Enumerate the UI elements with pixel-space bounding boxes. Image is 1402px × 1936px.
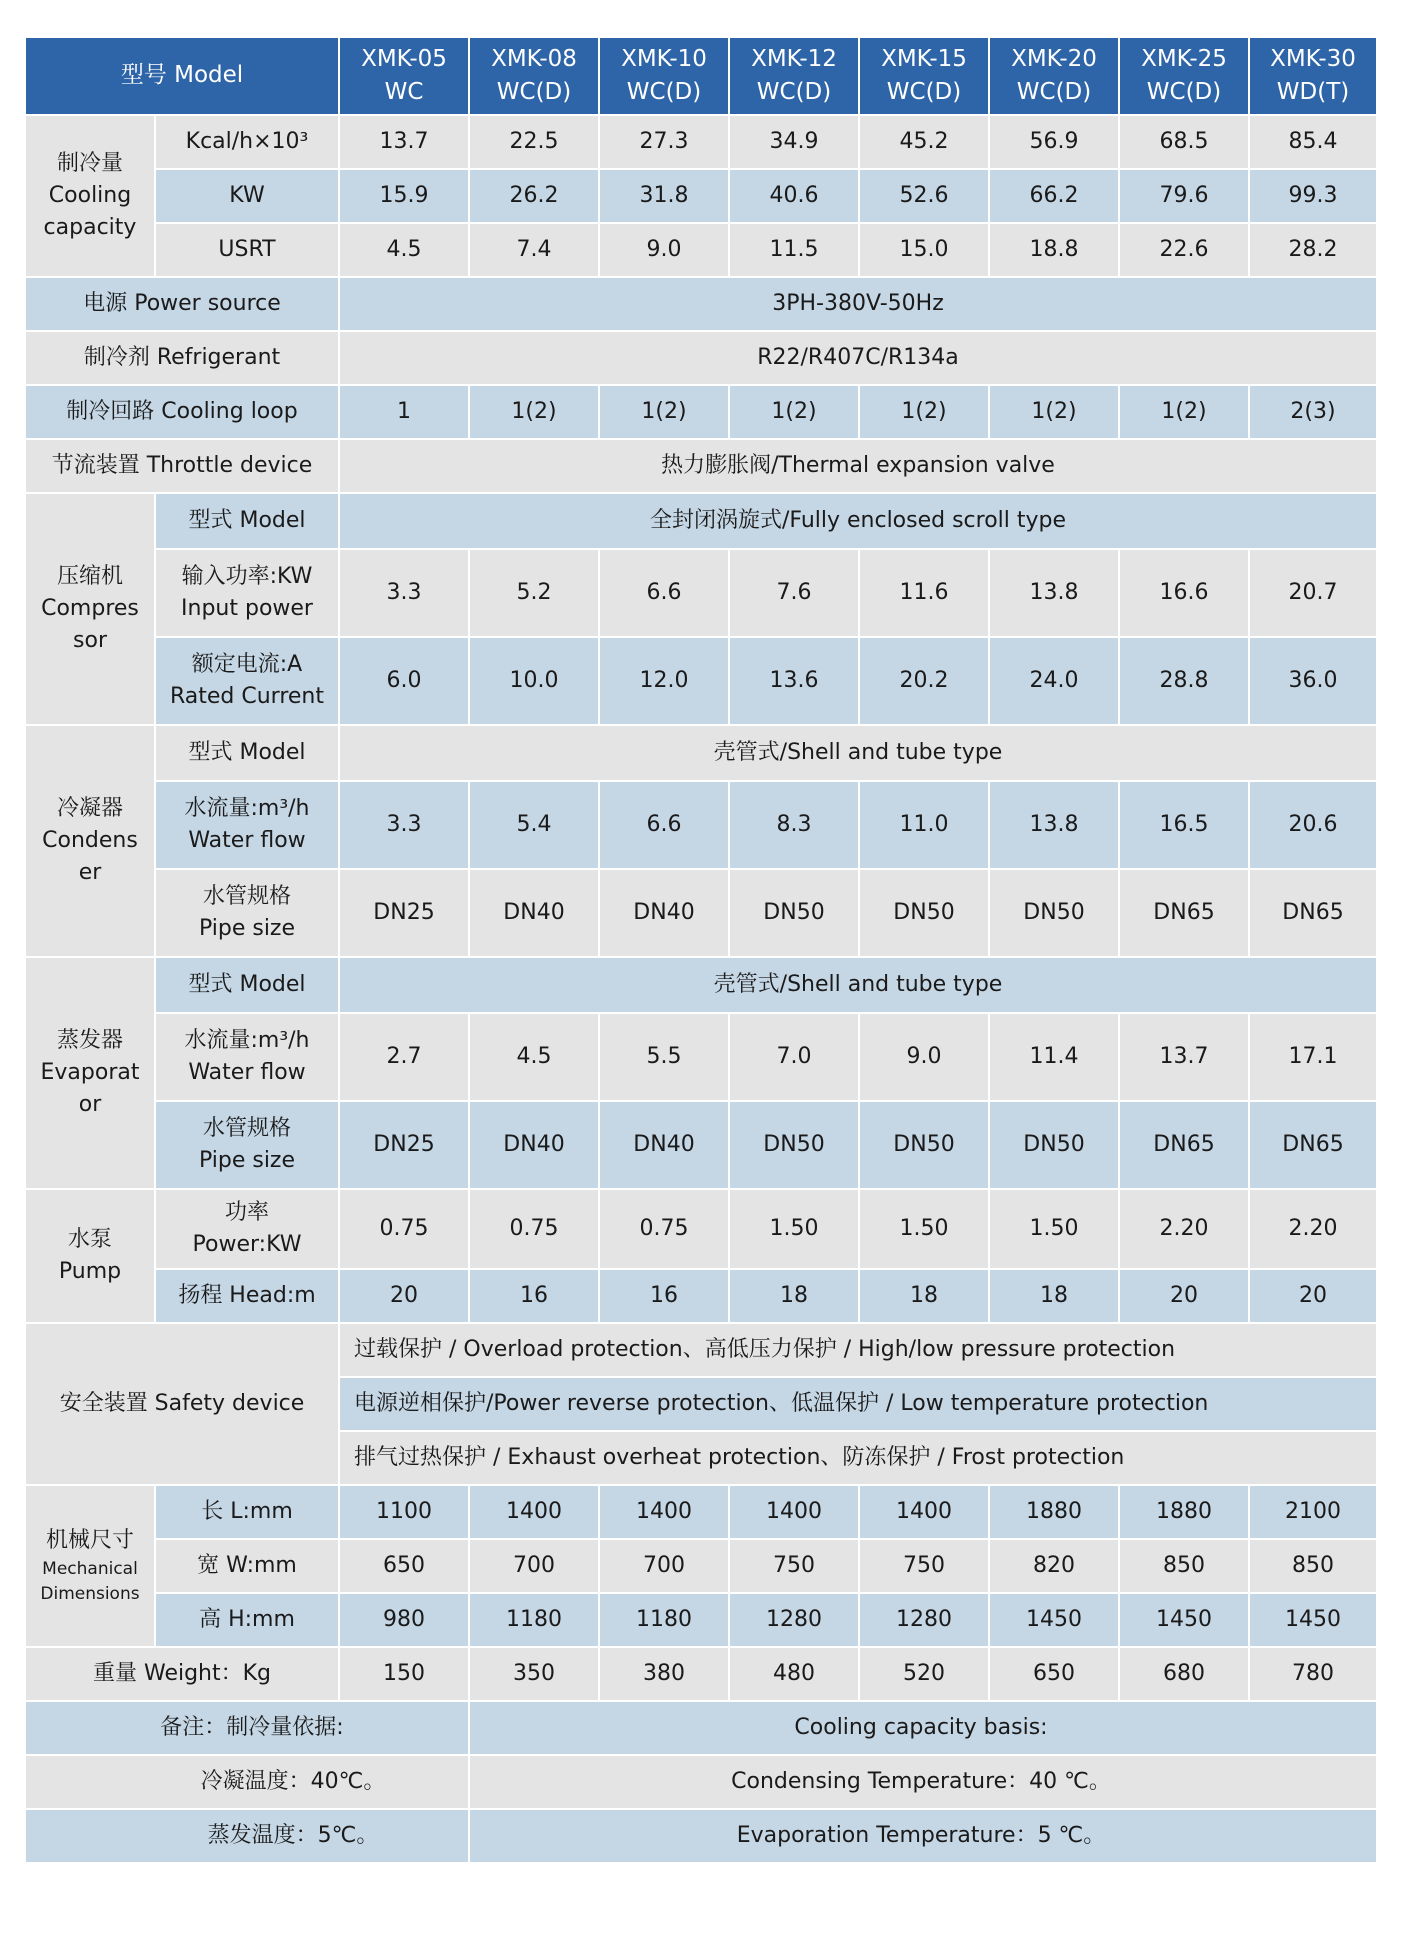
table-cell: 15.9	[339, 169, 469, 223]
table-cell: DN50	[729, 1101, 859, 1189]
table-cell: Kcal/h×10³	[155, 115, 339, 169]
table-cell: 6.0	[339, 637, 469, 725]
table-cell: DN25	[339, 869, 469, 957]
table-cell: 66.2	[989, 169, 1119, 223]
table-cell: 18.8	[989, 223, 1119, 277]
table-cell: 排气过热保护 / Exhaust overheat protection、防冻保护 / Frost protection	[339, 1431, 1377, 1485]
table-cell: 1880	[1119, 1485, 1249, 1539]
table-cell: 12.0	[599, 637, 729, 725]
table-cell: 1450	[1119, 1593, 1249, 1647]
table-cell: 冷凝温度：40℃。	[25, 1755, 469, 1809]
table-cell: DN40	[469, 1101, 599, 1189]
table-cell: 1180	[469, 1593, 599, 1647]
table-cell: 7.4	[469, 223, 599, 277]
table-cell: 壳管式/Shell and tube type	[339, 725, 1377, 781]
dimension-row-height	[25, 1593, 1377, 1647]
table-cell: 输入功率:KW Input power	[155, 549, 339, 637]
table-cell: 6.6	[599, 549, 729, 637]
table-cell: Cooling capacity basis:	[469, 1701, 1377, 1755]
table-cell: DN50	[989, 1101, 1119, 1189]
table-cell: DN65	[1119, 869, 1249, 957]
pump-power-row	[25, 1189, 1377, 1269]
model-col: XMK-08 WC(D)	[469, 37, 599, 115]
table-cell: 水管规格 Pipe size	[155, 869, 339, 957]
compressor-current-row	[25, 637, 1377, 725]
table-cell: 水管规格 Pipe size	[155, 1101, 339, 1189]
table-cell: R22/R407C/R134a	[339, 331, 1377, 385]
table-cell: 13.8	[989, 781, 1119, 869]
table-cell: 1.50	[729, 1189, 859, 1269]
table-cell: 31.8	[599, 169, 729, 223]
table-cell: 0.75	[339, 1189, 469, 1269]
table-cell: 1880	[989, 1485, 1119, 1539]
table-cell: 20	[1119, 1269, 1249, 1323]
cooling-row-kcal	[25, 115, 1377, 169]
table-cell: DN40	[599, 1101, 729, 1189]
condenser-pipe-row	[25, 869, 1377, 957]
cooling-row-kw	[25, 169, 1377, 223]
table-cell: 85.4	[1249, 115, 1377, 169]
power-source-row	[25, 277, 1377, 331]
table-cell: 3.3	[339, 781, 469, 869]
table-cell: 980	[339, 1593, 469, 1647]
table-cell: 16.5	[1119, 781, 1249, 869]
table-cell: 16	[599, 1269, 729, 1323]
table-cell: 1.50	[989, 1189, 1119, 1269]
table-cell: Evaporation Temperature：5 ℃。	[469, 1809, 1377, 1863]
table-cell: 36.0	[1249, 637, 1377, 725]
table-cell: 18	[989, 1269, 1119, 1323]
header-row	[25, 37, 1377, 115]
table-cell: 1400	[469, 1485, 599, 1539]
table-cell: 750	[729, 1539, 859, 1593]
table-cell: 20.6	[1249, 781, 1377, 869]
pump-label: 水泵 Pump	[25, 1189, 155, 1323]
evaporator-pipe-row	[25, 1101, 1377, 1189]
table-cell: KW	[155, 169, 339, 223]
table-cell: 13.8	[989, 549, 1119, 637]
table-cell: 11.6	[859, 549, 989, 637]
condenser-label: 冷凝器 Condens er	[25, 725, 155, 957]
table-cell: 20.2	[859, 637, 989, 725]
refrigerant-row	[25, 331, 1377, 385]
table-cell: 52.6	[859, 169, 989, 223]
cooling-row-usrt	[25, 223, 1377, 277]
table-cell: 17.1	[1249, 1013, 1377, 1101]
table-cell: 2100	[1249, 1485, 1377, 1539]
table-cell: 1180	[599, 1593, 729, 1647]
notes-row-basis	[25, 1701, 1377, 1755]
table-cell: 28.8	[1119, 637, 1249, 725]
table-cell: 宽 W:mm	[155, 1539, 339, 1593]
table-cell: 型式 Model	[155, 725, 339, 781]
table-cell: DN50	[859, 1101, 989, 1189]
table-cell: 电源 Power source	[25, 277, 339, 331]
cooling-loop-row	[25, 385, 1377, 439]
model-header: 型号 Model	[25, 37, 339, 115]
table-cell: 制冷回路 Cooling loop	[25, 385, 339, 439]
dimension-row-width	[25, 1539, 1377, 1593]
table-cell: DN50	[989, 869, 1119, 957]
spec-table	[24, 36, 1378, 1864]
table-cell: DN65	[1249, 869, 1377, 957]
table-cell: 1(2)	[729, 385, 859, 439]
model-col: XMK-05 WC	[339, 37, 469, 115]
table-cell: 8.3	[729, 781, 859, 869]
table-cell: 22.6	[1119, 223, 1249, 277]
table-cell: DN50	[729, 869, 859, 957]
table-cell: 1450	[989, 1593, 1119, 1647]
table-cell: 16.6	[1119, 549, 1249, 637]
condenser-model-row	[25, 725, 1377, 781]
table-cell: 350	[469, 1647, 599, 1701]
table-cell: 2.20	[1249, 1189, 1377, 1269]
table-cell: 45.2	[859, 115, 989, 169]
table-cell: 20	[339, 1269, 469, 1323]
table-cell: 27.3	[599, 115, 729, 169]
table-cell: 1(2)	[469, 385, 599, 439]
table-cell: 520	[859, 1647, 989, 1701]
table-cell: 3PH-380V-50Hz	[339, 277, 1377, 331]
table-cell: 750	[859, 1539, 989, 1593]
table-cell: 水流量:m³/h Water flow	[155, 1013, 339, 1101]
table-cell: 1280	[859, 1593, 989, 1647]
table-cell: 650	[989, 1647, 1119, 1701]
dimension-row-length	[25, 1485, 1377, 1539]
table-cell: 13.7	[1119, 1013, 1249, 1101]
notes-row-condensing	[25, 1755, 1377, 1809]
table-cell: 1400	[729, 1485, 859, 1539]
weight-row	[25, 1647, 1377, 1701]
evaporator-flow-row	[25, 1013, 1377, 1101]
table-cell: 扬程 Head:m	[155, 1269, 339, 1323]
table-cell: 700	[469, 1539, 599, 1593]
table-cell: 850	[1119, 1539, 1249, 1593]
table-cell: 13.7	[339, 115, 469, 169]
compressor-model-row	[25, 493, 1377, 549]
table-cell: 型式 Model	[155, 493, 339, 549]
table-cell: 7.6	[729, 549, 859, 637]
table-cell: 2.7	[339, 1013, 469, 1101]
table-cell: 11.4	[989, 1013, 1119, 1101]
table-cell: 24.0	[989, 637, 1119, 725]
table-cell: 壳管式/Shell and tube type	[339, 957, 1377, 1013]
table-cell: 过载保护 / Overload protection、高低压力保护 / High/low pressure protection	[339, 1323, 1377, 1377]
table-cell: 10.0	[469, 637, 599, 725]
table-cell: 11.5	[729, 223, 859, 277]
table-cell: 高 H:mm	[155, 1593, 339, 1647]
table-cell: 6.6	[599, 781, 729, 869]
table-cell: 1(2)	[989, 385, 1119, 439]
model-col: XMK-12 WC(D)	[729, 37, 859, 115]
table-cell: 型式 Model	[155, 957, 339, 1013]
table-cell: 20.7	[1249, 549, 1377, 637]
table-cell: 1400	[599, 1485, 729, 1539]
table-cell: 780	[1249, 1647, 1377, 1701]
table-cell: 1450	[1249, 1593, 1377, 1647]
table-cell: 7.0	[729, 1013, 859, 1101]
table-cell: 15.0	[859, 223, 989, 277]
table-cell: 700	[599, 1539, 729, 1593]
table-cell: 820	[989, 1539, 1119, 1593]
table-cell: DN25	[339, 1101, 469, 1189]
table-cell: 68.5	[1119, 115, 1249, 169]
table-cell: 1(2)	[859, 385, 989, 439]
table-cell: 蒸发温度：5℃。	[25, 1809, 469, 1863]
table-cell: 1(2)	[599, 385, 729, 439]
table-cell: 1400	[859, 1485, 989, 1539]
table-cell: 长 L:mm	[155, 1485, 339, 1539]
table-cell: 电源逆相保护/Power reverse protection、低温保护 / Low temperature protection	[339, 1377, 1377, 1431]
evaporator-label: 蒸发器 Evaporat or	[25, 957, 155, 1189]
table-cell: 9.0	[599, 223, 729, 277]
table-cell: 18	[729, 1269, 859, 1323]
model-col: XMK-15 WC(D)	[859, 37, 989, 115]
table-cell: 4.5	[469, 1013, 599, 1101]
table-cell: DN65	[1249, 1101, 1377, 1189]
model-col: XMK-10 WC(D)	[599, 37, 729, 115]
table-cell: 重量 Weight：Kg	[25, 1647, 339, 1701]
table-cell: 150	[339, 1647, 469, 1701]
table-cell: 16	[469, 1269, 599, 1323]
table-cell: 制冷剂 Refrigerant	[25, 331, 339, 385]
table-cell: 水流量:m³/h Water flow	[155, 781, 339, 869]
table-cell: DN65	[1119, 1101, 1249, 1189]
cooling-label: 制冷量 Cooling capacity	[25, 115, 155, 277]
table-cell: 40.6	[729, 169, 859, 223]
compressor-label: 压缩机 Compres sor	[25, 493, 155, 725]
table-cell: 0.75	[599, 1189, 729, 1269]
throttle-row	[25, 439, 1377, 493]
table-cell: 20	[1249, 1269, 1377, 1323]
table-cell: 22.5	[469, 115, 599, 169]
table-cell: 4.5	[339, 223, 469, 277]
model-col: XMK-25 WC(D)	[1119, 37, 1249, 115]
table-cell: 2(3)	[1249, 385, 1377, 439]
table-cell: 1.50	[859, 1189, 989, 1269]
condenser-flow-row	[25, 781, 1377, 869]
dimensions-label: 机械尺寸 Mechanical Dimensions	[25, 1485, 155, 1647]
table-cell: 全封闭涡旋式/Fully enclosed scroll type	[339, 493, 1377, 549]
table-cell: 650	[339, 1539, 469, 1593]
model-col: XMK-30 WD(T)	[1249, 37, 1377, 115]
table-cell: 9.0	[859, 1013, 989, 1101]
table-cell: 1280	[729, 1593, 859, 1647]
table-cell: 28.2	[1249, 223, 1377, 277]
table-cell: 680	[1119, 1647, 1249, 1701]
table-cell: 850	[1249, 1539, 1377, 1593]
table-cell: 2.20	[1119, 1189, 1249, 1269]
model-col: XMK-20 WC(D)	[989, 37, 1119, 115]
table-cell: USRT	[155, 223, 339, 277]
table-cell: 79.6	[1119, 169, 1249, 223]
table-cell: DN40	[469, 869, 599, 957]
table-cell: 56.9	[989, 115, 1119, 169]
table-cell: 13.6	[729, 637, 859, 725]
table-cell: 1(2)	[1119, 385, 1249, 439]
table-cell: 1100	[339, 1485, 469, 1539]
table-cell: 额定电流:A Rated Current	[155, 637, 339, 725]
table-cell: 480	[729, 1647, 859, 1701]
table-cell: 3.3	[339, 549, 469, 637]
table-cell: 备注：制冷量依据:	[25, 1701, 469, 1755]
notes-row-evaporation	[25, 1809, 1377, 1863]
table-cell: 5.4	[469, 781, 599, 869]
table-cell: 0.75	[469, 1189, 599, 1269]
table-cell: 节流装置 Throttle device	[25, 439, 339, 493]
table-cell: 34.9	[729, 115, 859, 169]
table-cell: 380	[599, 1647, 729, 1701]
table-cell: 1	[339, 385, 469, 439]
compressor-power-row	[25, 549, 1377, 637]
safety-row-1	[25, 1323, 1377, 1377]
table-cell: 热力膨胀阀/Thermal expansion valve	[339, 439, 1377, 493]
pump-head-row	[25, 1269, 1377, 1323]
table-cell: 11.0	[859, 781, 989, 869]
table-cell: DN50	[859, 869, 989, 957]
table-cell: 18	[859, 1269, 989, 1323]
table-cell: 5.2	[469, 549, 599, 637]
table-cell: DN40	[599, 869, 729, 957]
evaporator-model-row	[25, 957, 1377, 1013]
table-cell: Condensing Temperature：40 ℃。	[469, 1755, 1377, 1809]
table-cell: 5.5	[599, 1013, 729, 1101]
safety-label: 安全装置 Safety device	[25, 1323, 339, 1485]
table-cell: 功率 Power:KW	[155, 1189, 339, 1269]
table-cell: 99.3	[1249, 169, 1377, 223]
table-cell: 26.2	[469, 169, 599, 223]
